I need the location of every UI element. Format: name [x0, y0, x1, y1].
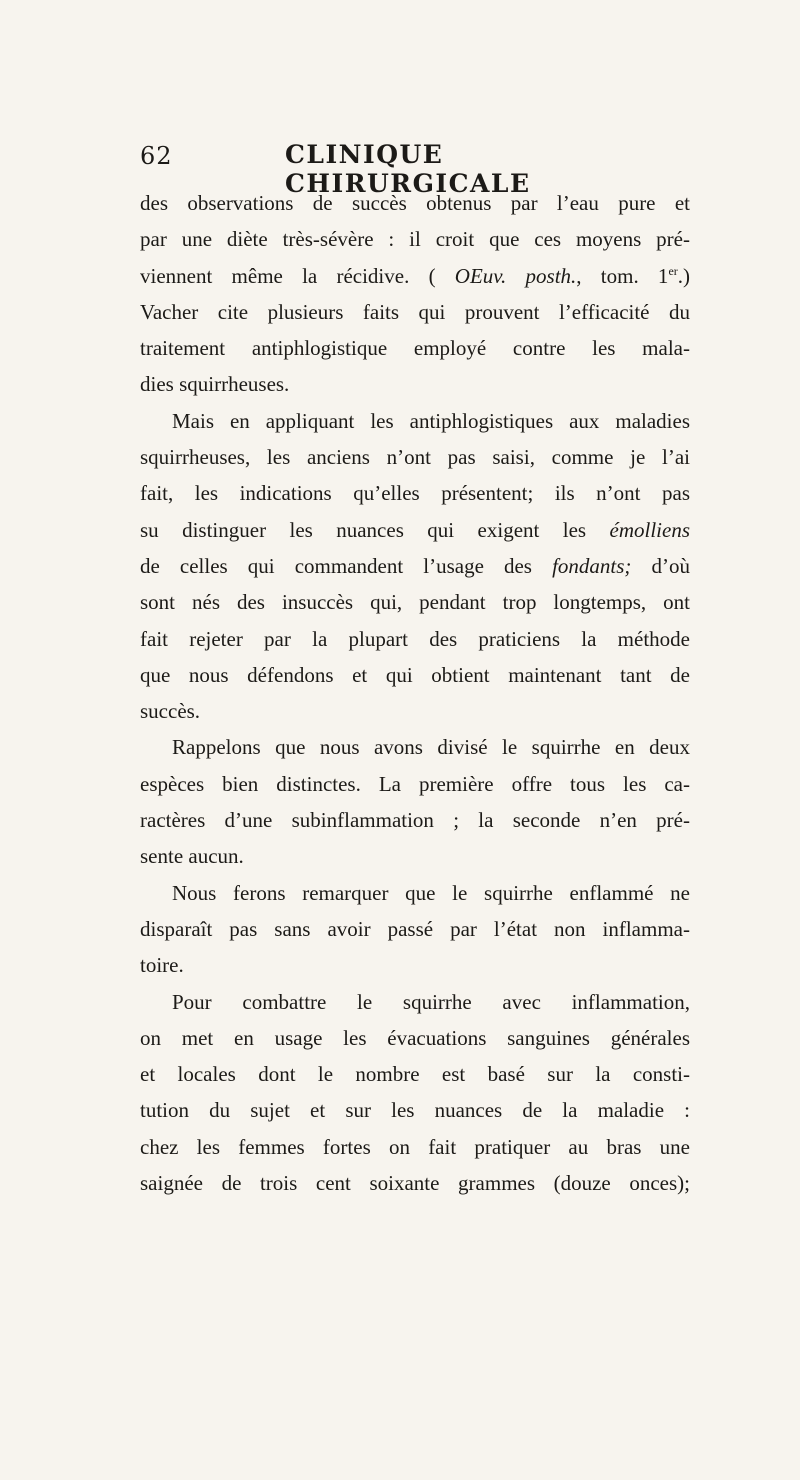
text-line: squirrheuses, les anciens n’ont pas saisi, comme je l’ai [140, 445, 690, 470]
text-line: tution du sujet et sur les nuances de la maladie : [140, 1098, 690, 1123]
text-line: Vacher cite plusieurs faits qui prouvent l’efficacité du [140, 299, 690, 324]
text-segment: de celles qui commandent l’usage des [140, 553, 553, 578]
superscript: er [668, 263, 678, 278]
text-segment: , tom. 1 [576, 263, 669, 288]
page-number: 62 [140, 142, 173, 170]
text-line: Rappelons que nous avons divisé le squirrhe en deux [172, 735, 690, 760]
text-line: et locales dont le nombre est basé sur la consti- [140, 1062, 690, 1087]
text-line: chez les femmes fortes on fait pratiquer au bras une [140, 1134, 690, 1159]
italic-text: OEuv. posth. [454, 263, 577, 288]
text-line: espèces bien distinctes. La première offre tous les ca- [140, 771, 690, 796]
text-line: Mais en appliquant les antiphlogistiques aux maladies [172, 408, 690, 433]
page-header [140, 140, 660, 198]
running-title: CLINIQUE CHIRURGICALE [285, 140, 531, 198]
text-line [140, 548, 690, 584]
text-line: fait, les indications qu’elles présentent; ils n’ont pas [140, 481, 690, 506]
text-line: on met en usage les évacuations sanguines générales [140, 1025, 690, 1050]
text-segment: viennent même la récidive. ( [140, 263, 455, 288]
text-line [140, 512, 690, 548]
text-line: que nous défendons et qui obtient maintenant tant de [140, 662, 690, 687]
text-line: saignée de trois cent soixante grammes (douze onces); [140, 1171, 690, 1196]
italic-text: émolliens [609, 517, 690, 542]
text-line: Pour combattre le squirrhe avec inflammation, [172, 989, 690, 1014]
text-line: par une diète très-sévère : il croit que ces moyens pré- [140, 227, 690, 252]
text-line: sont nés des insuccès qui, pendant trop longtemps, ont [140, 590, 690, 615]
text-line: des observations de succès obtenus par l’eau pure et [140, 191, 690, 215]
text-line: disparaît pas sans avoir passé par l’état non inflamma- [140, 916, 690, 941]
text-line: fait rejeter par la plupart des praticiens la méthode [140, 626, 690, 651]
text-line: sente aucun. [140, 844, 244, 869]
text-segment: .) [677, 263, 691, 288]
text-segment: su distinguer les nuances qui exigent les [140, 517, 610, 542]
text-line: dies squirrheuses. [140, 372, 290, 397]
text-line [140, 258, 690, 294]
text-line: succès. [140, 699, 201, 724]
text-line: ractères d’une subinflammation ; la seconde n’en pré- [140, 808, 690, 833]
italic-text: fondants; [552, 553, 632, 578]
body-text [140, 185, 690, 1201]
text-line: traitement antiphlogistique employé contre les mala- [140, 336, 690, 361]
text-line: Nous ferons remarquer que le squirrhe enflammé ne [172, 880, 690, 905]
text-segment: d’où [631, 553, 690, 578]
text-line: toire. [140, 953, 184, 978]
